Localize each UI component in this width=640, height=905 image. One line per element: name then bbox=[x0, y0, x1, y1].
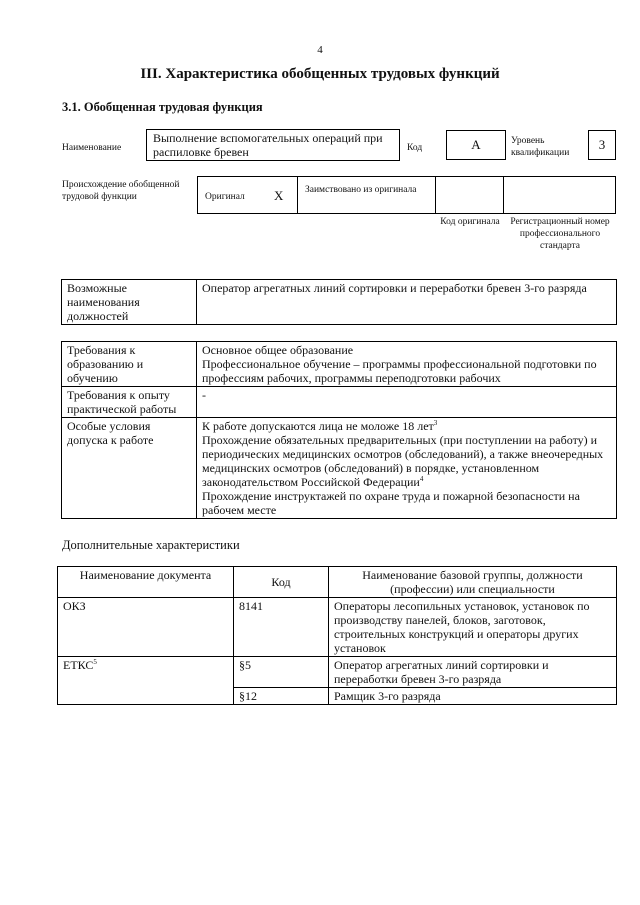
borrowed-label: Заимствовано из оригинала bbox=[305, 185, 417, 195]
page-number: 4 bbox=[317, 44, 323, 56]
name-cell: Рамщик 3-го разряда bbox=[329, 688, 617, 705]
experience-label: Требования к опыту практической работы bbox=[62, 387, 197, 418]
reg-number-caption: Регистрационный номер профессионального стандарта bbox=[510, 217, 610, 251]
education-line: Профессиональное обучение – программы профессиональной подготовки по профессиям рабочих, программы переподготовки рабочих bbox=[202, 357, 597, 385]
positions-value: Оператор агрегатных линий сортировки и переработки бревен 3-го разряда bbox=[197, 280, 617, 325]
additional-title: Дополнительные характеристики bbox=[62, 538, 240, 552]
section-title: III. Характеристика обобщенных трудовых функций bbox=[140, 66, 500, 82]
conditions-text: К работе допускаются лица не моложе 18 лет bbox=[202, 419, 434, 433]
origin-label: Происхождение обобщенной трудовой функции bbox=[62, 180, 180, 202]
education-value bbox=[197, 342, 617, 387]
conditions-line: Прохождение инструктажей по охране труда и пожарной безопасности на рабочем месте bbox=[202, 489, 580, 517]
conditions-line bbox=[202, 433, 611, 489]
table-row bbox=[62, 418, 617, 519]
function-name-value: Выполнение вспомогательных операций при распиловке бревен bbox=[153, 131, 383, 159]
name-cell: Операторы лесопильных установок, установок по производству панелей, блоков, заготовок, строительных конструкций и операторы других установок bbox=[329, 598, 617, 657]
original-mark: X bbox=[274, 188, 284, 203]
footnote-ref: 3 bbox=[433, 419, 438, 427]
requirements-table bbox=[61, 341, 617, 519]
code-value-box bbox=[446, 130, 506, 160]
original-label: Оригинал bbox=[205, 192, 245, 202]
table-row bbox=[58, 657, 617, 688]
conditions-label: Особые условия допуска к работе bbox=[62, 418, 197, 519]
experience-value: - bbox=[197, 387, 617, 418]
footnote-ref: 5 bbox=[93, 658, 97, 666]
table-row bbox=[62, 387, 617, 418]
doc-text: ЕТКС bbox=[63, 658, 94, 672]
table-row bbox=[62, 342, 617, 387]
code-value: А bbox=[471, 137, 481, 152]
reg-number-box bbox=[503, 176, 616, 214]
name-label: Наименование bbox=[62, 143, 122, 153]
doc-cell: ОКЗ bbox=[58, 598, 234, 657]
code-label: Код bbox=[407, 143, 423, 153]
conditions-line bbox=[202, 419, 611, 433]
code-cell: 8141 bbox=[234, 598, 329, 657]
header-name: Наименование базовой группы, должности (профессии) или специальности bbox=[329, 567, 617, 598]
positions-label: Возможные наименования должностей bbox=[62, 280, 197, 325]
positions-table bbox=[61, 279, 617, 325]
level-label: Уровень квалификации bbox=[511, 136, 570, 158]
code-original-box bbox=[435, 176, 504, 214]
doc-cell bbox=[58, 657, 234, 705]
conditions-value bbox=[197, 418, 617, 519]
original-box bbox=[197, 176, 298, 214]
borrowed-box bbox=[297, 176, 436, 214]
code-cell: §5 bbox=[234, 657, 329, 688]
education-line: Основное общее образование bbox=[202, 343, 354, 357]
header-doc: Наименование документа bbox=[58, 567, 234, 598]
education-label: Требования к образованию и обучению bbox=[62, 342, 197, 387]
code-original-caption: Код оригинала bbox=[440, 217, 500, 227]
name-cell: Оператор агрегатных линий сортировки и переработки бревен 3-го разряда bbox=[329, 657, 617, 688]
level-value-box bbox=[588, 130, 616, 160]
footnote-ref: 4 bbox=[419, 475, 424, 483]
code-cell: §12 bbox=[234, 688, 329, 705]
additional-table bbox=[57, 566, 617, 705]
function-name-box bbox=[146, 129, 400, 161]
subsection-title: 3.1. Обобщенная трудовая функция bbox=[62, 100, 263, 114]
level-value: 3 bbox=[598, 137, 606, 152]
conditions-text: Прохождение обязательных предварительных (при поступлении на работу) и периодических медицинских осмотров (обследований), а также внеочередных медицинских осмотров (обследований) в порядке, установленном законодательством Российской Федерации bbox=[202, 433, 604, 489]
table-row bbox=[58, 598, 617, 657]
table-header bbox=[58, 567, 617, 598]
header-code: Код bbox=[234, 567, 329, 598]
